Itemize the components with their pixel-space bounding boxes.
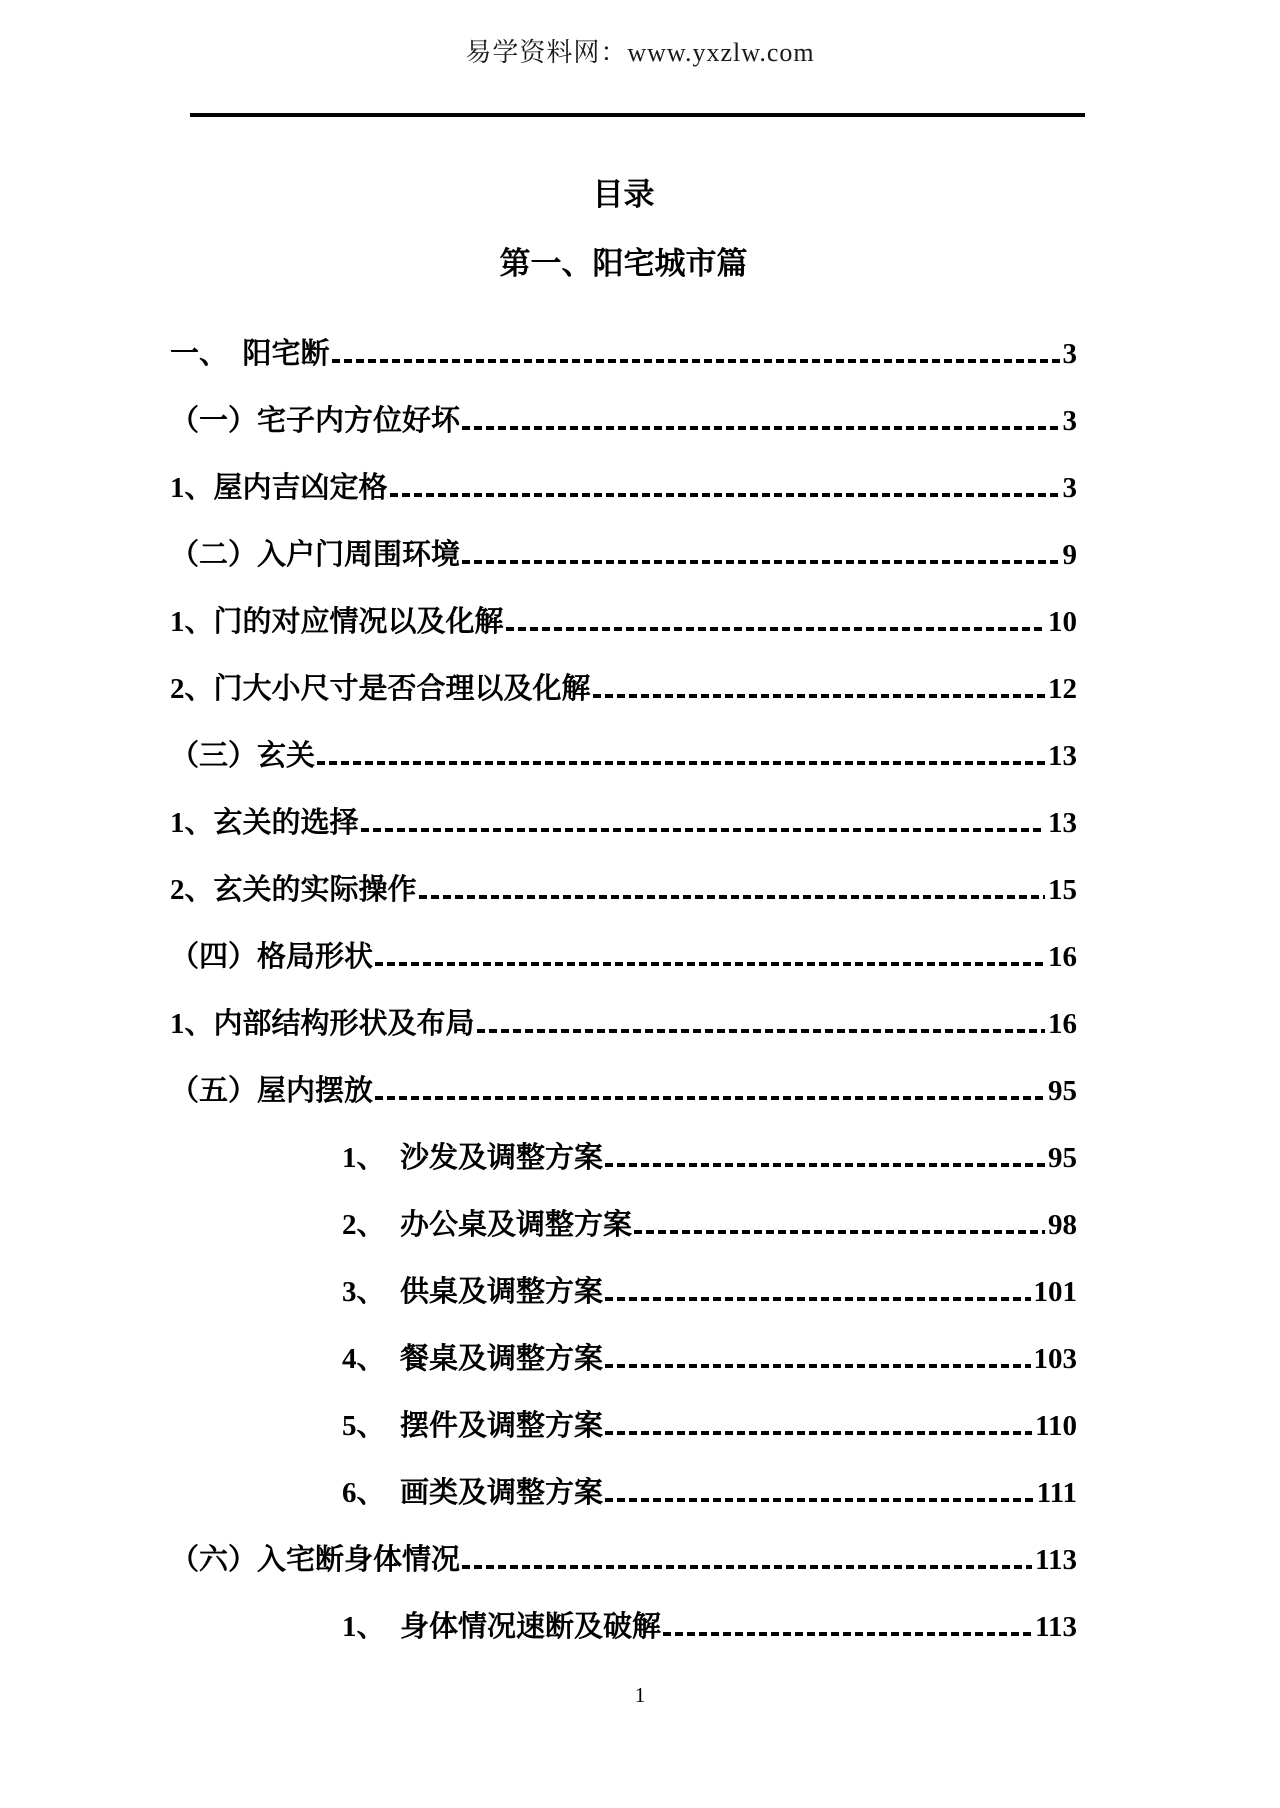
- toc-entry-label: 4、 餐桌及调整方案: [342, 1343, 604, 1375]
- toc-entry-label: 1、 沙发及调整方案: [342, 1142, 604, 1174]
- toc-entry-page-number: 10: [1048, 606, 1077, 638]
- footer-page-number: 1: [634, 1683, 646, 1707]
- toc-entry[interactable]: [170, 1259, 1077, 1326]
- toc-entry[interactable]: [170, 589, 1077, 656]
- toc-entry-page-number: 3: [1062, 338, 1077, 370]
- toc-entry-label: （一）宅子内方位好坏: [170, 405, 461, 437]
- toc-entry-label: （三）玄关: [170, 740, 316, 772]
- toc-entry[interactable]: [170, 1125, 1077, 1192]
- toc-entry-page-number: 113: [1035, 1611, 1077, 1643]
- toc-entry-page-number: 101: [1033, 1276, 1077, 1308]
- toc-entry-page-number: 95: [1048, 1075, 1077, 1107]
- toc-entry[interactable]: [170, 455, 1077, 522]
- toc-leader-dashes: [375, 1096, 1045, 1100]
- toc-entry[interactable]: [170, 1058, 1077, 1125]
- toc-entry-page-number: 13: [1048, 740, 1077, 772]
- toc-entry-page-number: 103: [1033, 1343, 1077, 1375]
- toc-leader-dashes: [317, 761, 1045, 765]
- toc-entry-label: 1、门的对应情况以及化解: [170, 606, 504, 638]
- toc-entry-label: 6、 画类及调整方案: [342, 1477, 604, 1509]
- toc-entry-page-number: 111: [1036, 1477, 1077, 1509]
- toc-leader-dashes: [375, 962, 1045, 966]
- toc-leader-dashes: [605, 1431, 1032, 1435]
- toc-leader-dashes: [419, 895, 1045, 899]
- toc-leader-dashes: [462, 1565, 1032, 1569]
- toc-entry[interactable]: [170, 1460, 1077, 1527]
- toc-entry[interactable]: [170, 388, 1077, 455]
- toc-entry-label: 1、屋内吉凶定格: [170, 472, 388, 504]
- toc-leader-dashes: [634, 1230, 1045, 1234]
- toc-heading: 目录: [592, 177, 655, 212]
- toc-entry[interactable]: [170, 991, 1077, 1058]
- toc-entry-page-number: 113: [1035, 1544, 1077, 1576]
- toc-leader-dashes: [506, 627, 1045, 631]
- toc-entry-page-number: 16: [1048, 1008, 1077, 1040]
- toc-leader-dashes: [605, 1297, 1030, 1301]
- toc-entry-page-number: 95: [1048, 1142, 1077, 1174]
- toc-leader-dashes: [390, 493, 1060, 497]
- toc-leader-dashes: [462, 426, 1059, 430]
- toc-entry-page-number: 3: [1062, 405, 1077, 437]
- toc-entry-label: （四）格局形状: [170, 941, 374, 973]
- toc-entry-label: （二）入户门周围环境: [170, 539, 461, 571]
- toc-leader-dashes: [332, 359, 1060, 363]
- toc-leader-dashes: [477, 1029, 1045, 1033]
- toc-entry-label: 2、玄关的实际操作: [170, 874, 417, 906]
- toc-entry[interactable]: [170, 857, 1077, 924]
- header-site-label: 易学资料网：www.yxzlw.com: [465, 38, 815, 67]
- toc-leader-dashes: [605, 1364, 1030, 1368]
- toc-entry[interactable]: [170, 1393, 1077, 1460]
- toc-entry-label: 1、内部结构形状及布局: [170, 1008, 475, 1040]
- toc-entry[interactable]: [170, 1527, 1077, 1594]
- header-divider-rule: [190, 113, 1085, 117]
- toc-entry-page-number: 13: [1048, 807, 1077, 839]
- toc-entry-page-number: 9: [1062, 539, 1077, 571]
- toc-entry-page-number: 3: [1062, 472, 1077, 504]
- content-column: [170, 169, 1077, 1661]
- toc-entry-label: 5、 摆件及调整方案: [342, 1410, 604, 1442]
- toc-entry-label: 1、玄关的选择: [170, 807, 359, 839]
- toc-entry[interactable]: [170, 1326, 1077, 1393]
- toc-entry[interactable]: [170, 321, 1077, 388]
- toc-leader-dashes: [593, 694, 1045, 698]
- toc-entry[interactable]: [170, 522, 1077, 589]
- toc-leader-dashes: [462, 560, 1059, 564]
- part-heading: 第一、阳宅城市篇: [499, 246, 748, 281]
- toc-entry-label: 2、门大小尺寸是否合理以及化解: [170, 673, 591, 705]
- toc-entry-label: 1、 身体情况速断及破解: [342, 1611, 662, 1643]
- toc-entry-page-number: 110: [1035, 1410, 1077, 1442]
- toc-leader-dashes: [605, 1498, 1034, 1502]
- toc-entry[interactable]: [170, 723, 1077, 790]
- toc-entry[interactable]: [170, 1594, 1077, 1661]
- toc-leader-dashes: [663, 1632, 1032, 1636]
- toc-leader-dashes: [605, 1163, 1045, 1167]
- toc-entry[interactable]: [170, 924, 1077, 991]
- toc-entry[interactable]: [170, 790, 1077, 857]
- toc-entry-label: 2、 办公桌及调整方案: [342, 1209, 633, 1241]
- toc-entry-label: （五）屋内摆放: [170, 1075, 374, 1107]
- toc-entry-label: 3、 供桌及调整方案: [342, 1276, 604, 1308]
- toc-list: [170, 321, 1077, 1661]
- toc-entry[interactable]: [170, 1192, 1077, 1259]
- toc-entry-page-number: 16: [1048, 941, 1077, 973]
- toc-entry-page-number: 98: [1048, 1209, 1077, 1241]
- toc-leader-dashes: [361, 828, 1045, 832]
- toc-entry[interactable]: [170, 656, 1077, 723]
- toc-entry-page-number: 12: [1048, 673, 1077, 705]
- toc-entry-page-number: 15: [1048, 874, 1077, 906]
- toc-entry-label: （六）入宅断身体情况: [170, 1544, 461, 1576]
- toc-entry-label: 一、 阳宅断: [170, 338, 330, 370]
